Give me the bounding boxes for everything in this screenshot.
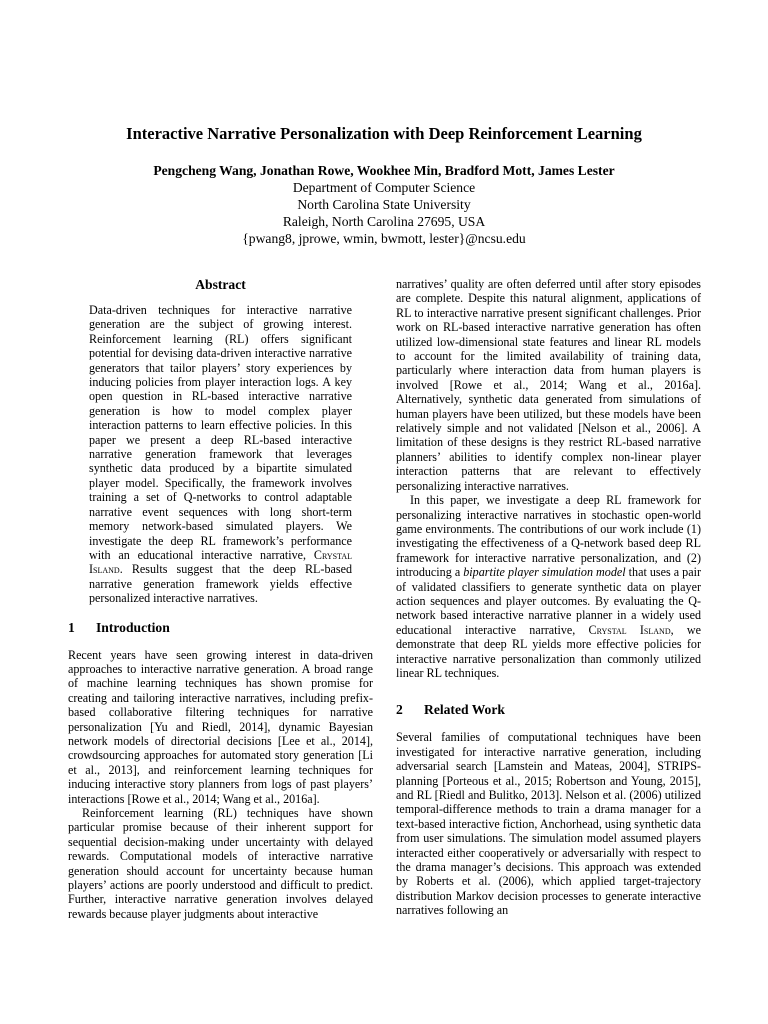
intro-p3-text-b: that uses a pair of validated classifiers to generate synthetic data on player action sequences and player outcomes. By evaluating the Q-network based interactive narrative planner in a widely used educational interactive narrative, — [396, 565, 701, 637]
left-column — [68, 277, 373, 921]
section-heading-related-work — [396, 702, 701, 718]
section-number: 1 — [68, 619, 75, 635]
abstract-crystal-island: Crystal Island — [89, 547, 352, 577]
related-work-paragraph-1: Several families of computational techniques have been investigated for interactive narrative generation, including adversarial search [Lamstein and Mateas, 2004], STRIPS-planning [Porteous et al., 2015; Robertson and Young, 2015], and RL [Riedl and Bulitko, 2013]. Nelson et al. (2006) utilized temporal-difference methods to train a drama manager for a text-based interactive fiction, Anchorhead, using synthetic data from user simulations. The simulation model assumed players interacted either cooperatively or adversarially with respect to the drama manager’s decisions. This approach was extended by Roberts et al. (2006), which applied target-trajectory distribution Markov decision processes to generate interactive narratives following an — [396, 730, 701, 918]
affiliation-department: Department of Computer Science — [292, 180, 476, 195]
paper-header — [0, 124, 768, 247]
intro-p3-text-a: In this paper, we investigate a deep RL framework for personalizing interactive narratives in stochastic open-world game environments. The contributions of our work include (1) investigating the effectiveness of a Q-network based deep RL framework for interactive narrative personalization, and (2) introducing a — [396, 493, 701, 580]
section-number: 2 — [396, 702, 403, 718]
intro-p3-text-c: , we demonstrate that deep RL yields more effective policies for interactive narrative personalization than commonly utilized linear RL techniques. — [396, 622, 701, 680]
affiliation-university: North Carolina State University — [297, 197, 471, 212]
intro-paragraph-3 — [396, 493, 701, 680]
abstract-heading: Abstract — [195, 277, 246, 292]
intro-p3-italic: bipartite player simulation model — [463, 565, 626, 580]
abstract-text-a: Data-driven techniques for interactive narrative generation are the subject of growing interest. Reinforcement learning (RL) offers significant potential for devising data-driven interactive narrative generators that tailor players’ story experiences by inducing policies from player interaction logs. A key open question in RL-based interactive narrative generation is how to model complex player interaction patterns to learn effective policies. In this paper we present a deep RL-based interactive narrative generation framework that leverages synthetic data produced by a bipartite simulated player model. Specifically, the framework involves training a set of Q-networks to control adaptable narrative event sequences with long short-term memory network-based simulated players. We investigate the deep RL framework’s performance with an educational interactive narrative, — [89, 303, 352, 562]
intro-p3-crystal-island: Crystal Island — [588, 622, 671, 637]
abstract-paragraph — [89, 303, 352, 606]
section-heading-introduction — [68, 620, 373, 636]
section-title: Related Work — [424, 702, 505, 718]
section-title: Introduction — [96, 619, 170, 635]
intro-paragraph-1: Recent years have seen growing interest in data-driven approaches to interactive narrative generation. A broad range of machine learning techniques has shown promise for creating and tailoring interactive narratives, including prefix-based collaborative filtering techniques for narrative personalization [Yu and Riedl, 2014], dynamic Bayesian network models of directorial decisions [Lee et al., 2014], crowdsourcing approaches for automated story generation [Li et al., 2013], and reinforcement learning techniques for inducing interactive story planners from logs of past players’ interactions [Rowe et al., 2014; Wang et al., 2016a]. — [68, 647, 373, 806]
paper-title: Interactive Narrative Personalization with Deep Reinforcement Learning — [126, 124, 642, 143]
abstract-body — [89, 303, 352, 606]
intro-paragraph-2-continued: narratives’ quality are often deferred until after story episodes are complete. Despite this natural alignment, applications of RL to interactive narrative present significant challenges. Prior work on RL-based interactive narrative generation has often utilized low-dimensional state features and linear RL models to account for the limited availability of training data, particularly where interaction data from human players is involved [Rowe et al., 2014; Wang et al., 2016a]. Alternatively, synthetic data generated from simulations of human players have been utilized, but these models have been relatively simple and not validated [Nelson et al., 2006]. A limitation of these designs is they restrict RL-based narrative planners’ abilities to identify complex non-linear player interaction patterns that are relevant to effectively personalizing interactive narratives. — [396, 277, 701, 493]
right-column — [396, 277, 701, 918]
intro-paragraph-2: Reinforcement learning (RL) techniques have shown particular promise because of their inherent support for sequential decision-making under uncertainty with delayed rewards. Computational models of interactive narrative generation should account for uncertainty because human players’ actions are poorly understood and difficult to predict. Further, interactive narrative generation involves delayed rewards because player judgments about interactive — [68, 806, 373, 921]
abstract-text-b: . Results suggest that the deep RL-based narrative generation framework yields effective personalized interactive narratives. — [89, 562, 352, 606]
affiliation-emails: {pwang8, jprowe, wmin, bwmott, lester}@ncsu.edu — [242, 231, 526, 246]
affiliation-city: Raleigh, North Carolina 27695, USA — [282, 214, 486, 229]
author-list: Pengcheng Wang, Jonathan Rowe, Wookhee Min, Bradford Mott, James Lester — [153, 163, 615, 178]
